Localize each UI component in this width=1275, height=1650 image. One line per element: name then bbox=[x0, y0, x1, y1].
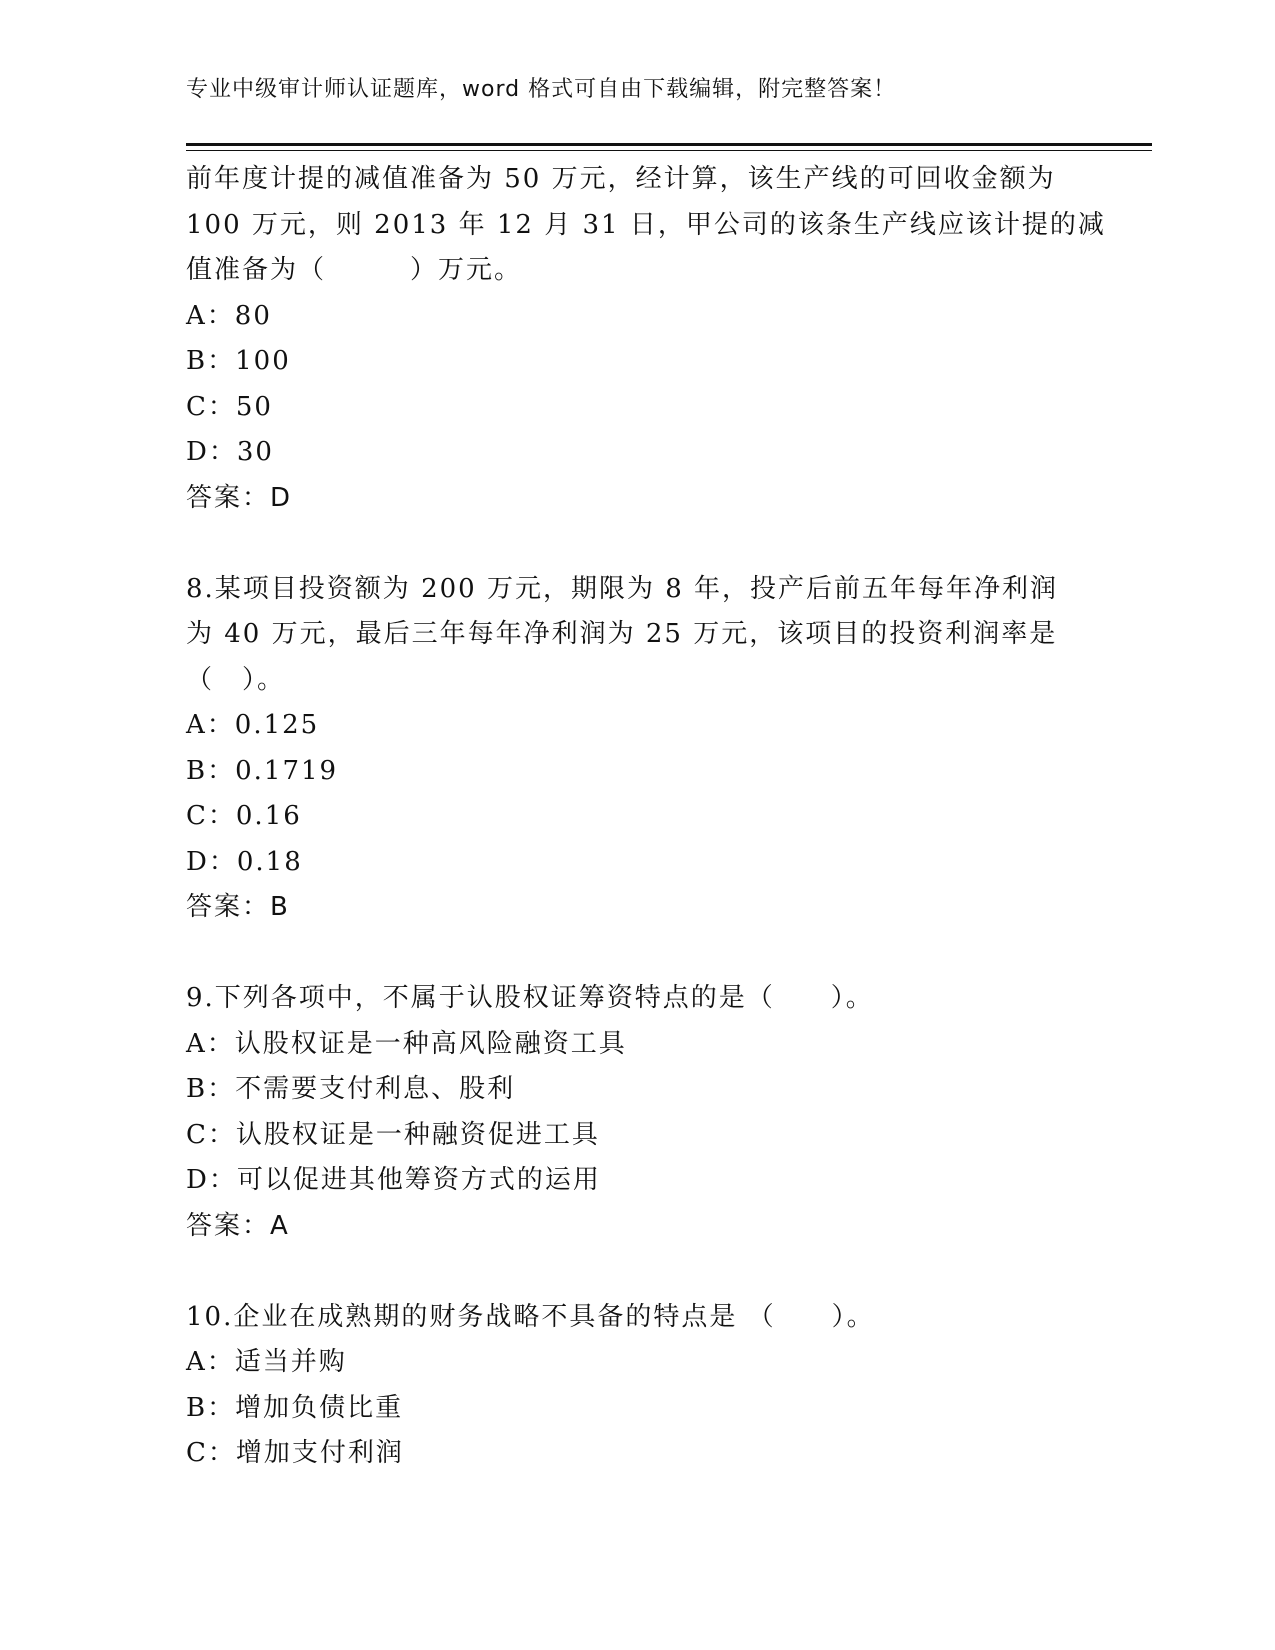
answer-line: 答案：D bbox=[186, 482, 293, 513]
spacer bbox=[186, 931, 1086, 977]
spacer bbox=[186, 521, 1086, 567]
question-block bbox=[186, 1295, 1086, 1477]
option-d: D：30 bbox=[186, 437, 274, 467]
document-body bbox=[186, 157, 1106, 1477]
spacer bbox=[186, 1249, 1086, 1295]
question-text-line: 100 万元，则 2013 年 12 月 31 日，甲公司的该条生产线应该计提的减 bbox=[186, 209, 1106, 240]
option-c: C：认股权证是一种融资促进工具 bbox=[186, 1119, 600, 1150]
option-b: B：增加负债比重 bbox=[186, 1392, 404, 1423]
option-d: D：可以促进其他筹资方式的运用 bbox=[186, 1165, 601, 1195]
question-text-line: 9.下列各项中，不属于认股权证筹资特点的是（ ）。 bbox=[186, 983, 874, 1013]
option-d: D：0.18 bbox=[186, 846, 303, 877]
option-b: B：不需要支付利息、股利 bbox=[186, 1074, 516, 1104]
question-text-line: 8.某项目投资额为 200 万元，期限为 8 年，投产后前五年每年净利润 bbox=[186, 573, 1059, 604]
answer-line: 答案：B bbox=[186, 892, 290, 922]
answer-line: 答案：A bbox=[186, 1210, 290, 1241]
option-a: A：适当并购 bbox=[186, 1347, 347, 1377]
option-c: C：增加支付利润 bbox=[186, 1438, 404, 1468]
question-text-line: 值准备为（ ）万元。 bbox=[186, 255, 523, 285]
question-block bbox=[186, 567, 1086, 931]
option-a: A：认股权证是一种高风险融资工具 bbox=[186, 1028, 627, 1059]
option-c: C：50 bbox=[186, 391, 273, 422]
option-b: B：0.1719 bbox=[186, 755, 339, 786]
question-text-line: 前年度计提的减值准备为 50 万元，经计算，该生产线的可回收金额为 bbox=[186, 164, 1056, 194]
question-block bbox=[186, 976, 1086, 1249]
header-rule-thin bbox=[186, 150, 1152, 151]
question-block bbox=[186, 157, 1106, 521]
option-b: B：100 bbox=[186, 346, 291, 376]
option-a: A：0.125 bbox=[186, 710, 320, 740]
option-c: C：0.16 bbox=[186, 801, 302, 831]
option-a: A：80 bbox=[186, 300, 272, 331]
question-text-line: （ ）。 bbox=[186, 664, 286, 695]
question-text-line: 为 40 万元，最后三年每年净利润为 25 万元，该项目的投资利润率是 bbox=[186, 619, 1058, 649]
page-header: 专业中级审计师认证题库，word 格式可自由下载编辑，附完整答案！ bbox=[186, 77, 897, 102]
question-text-line: 10.企业在成熟期的财务战略不具备的特点是 （ ）。 bbox=[186, 1301, 875, 1332]
header-rule-thick bbox=[186, 143, 1152, 146]
